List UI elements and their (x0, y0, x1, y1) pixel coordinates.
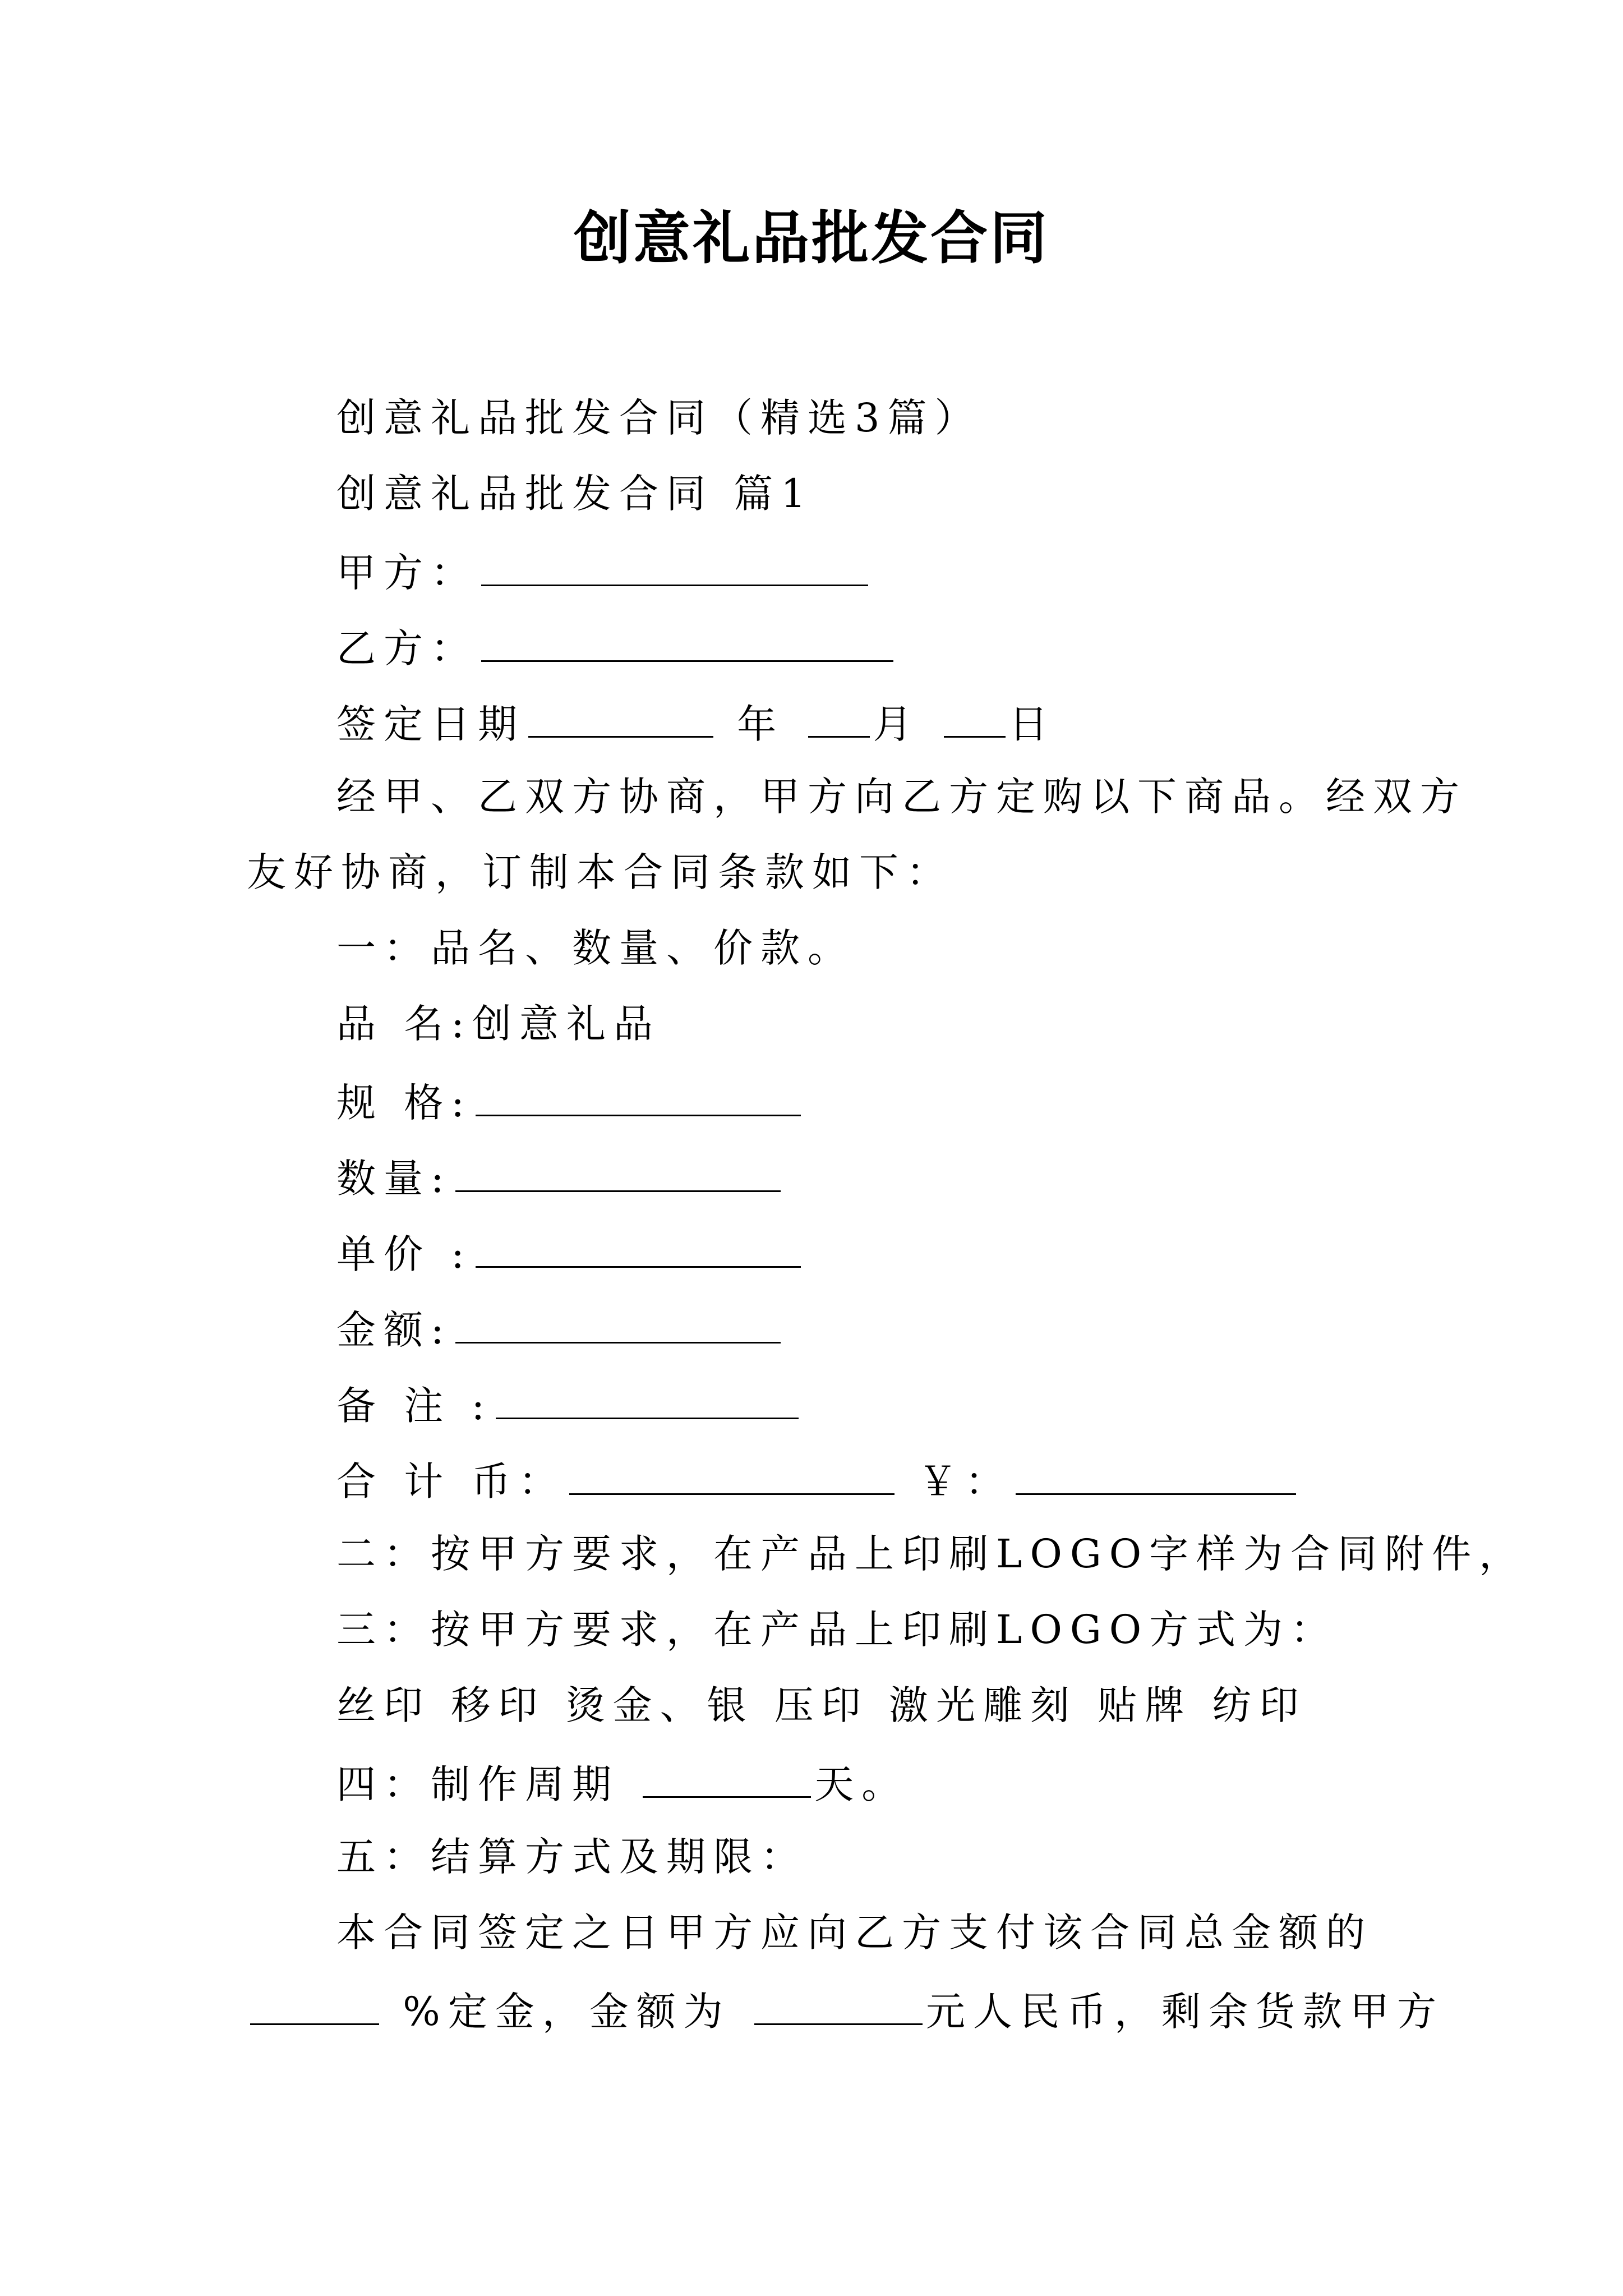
document-title: 创意礼品批发合同 (574, 205, 1049, 272)
remarks-blank[interactable] (496, 1372, 799, 1419)
party-a-line: 甲方： (336, 539, 872, 600)
clause-5-heading: 五：结算方式及期限： (336, 1834, 808, 1880)
remarks-line: 备 注 : (336, 1372, 802, 1433)
clause-1-heading: 一：品名、数量、价款。 (336, 925, 855, 971)
deposit-amount-blank[interactable] (754, 1977, 923, 2025)
clause-4-line: 四：制作周期 天。 (336, 1750, 909, 1812)
product-name-line: 品 名:创意礼品 (336, 1001, 661, 1047)
amount-blank[interactable] (455, 1296, 781, 1343)
unit-price-line: 单价 : (336, 1220, 804, 1282)
quantity-blank[interactable] (455, 1144, 781, 1192)
year-blank[interactable] (528, 690, 713, 738)
subtitle-line: 创意礼品批发合同（精选3篇） (336, 395, 982, 441)
total-words-blank[interactable] (569, 1447, 895, 1495)
clause-2-line: 二：按甲方要求，在产品上印刷LOGO字样为合同附件， (336, 1531, 1527, 1577)
total-number-blank[interactable] (1016, 1447, 1296, 1495)
party-b-line: 乙方： (336, 614, 897, 676)
printing-methods-line: 丝印 移印 烫金、银 压印 激光雕刻 贴牌 纺印 (336, 1682, 1307, 1728)
spec-blank[interactable] (476, 1069, 801, 1116)
day-blank[interactable] (944, 690, 1006, 738)
party-a-blank[interactable] (481, 539, 868, 586)
spec-line: 规 格: (336, 1069, 804, 1130)
section-heading: 创意礼品批发合同 篇1 (336, 471, 814, 517)
unit-price-blank[interactable] (476, 1220, 801, 1268)
party-b-blank[interactable] (481, 614, 893, 662)
total-line: 合 计 币： ￥： (336, 1447, 1299, 1509)
payment-paragraph-line1: 本合同签定之日甲方应向乙方支付该合同总金额的 (336, 1910, 1373, 1955)
month-blank[interactable] (808, 690, 870, 738)
sign-date-line: 签定日期 年 月 日 (336, 690, 1056, 752)
quantity-line: 数量: (336, 1144, 784, 1206)
production-days-blank[interactable] (643, 1750, 811, 1798)
payment-paragraph-line2: %定金，金额为 元人民币，剩余货款甲方 (247, 1977, 1444, 2039)
amount-line: 金额: (336, 1296, 784, 1358)
deposit-percent-blank[interactable] (250, 1977, 379, 2025)
intro-paragraph-line2: 友好协商，订制本合同条款如下： (247, 849, 953, 895)
intro-paragraph-line1: 经甲、乙双方协商，甲方向乙方定购以下商品。经双方 (336, 774, 1467, 820)
clause-3-line: 三：按甲方要求，在产品上印刷LOGO方式为： (336, 1607, 1338, 1653)
